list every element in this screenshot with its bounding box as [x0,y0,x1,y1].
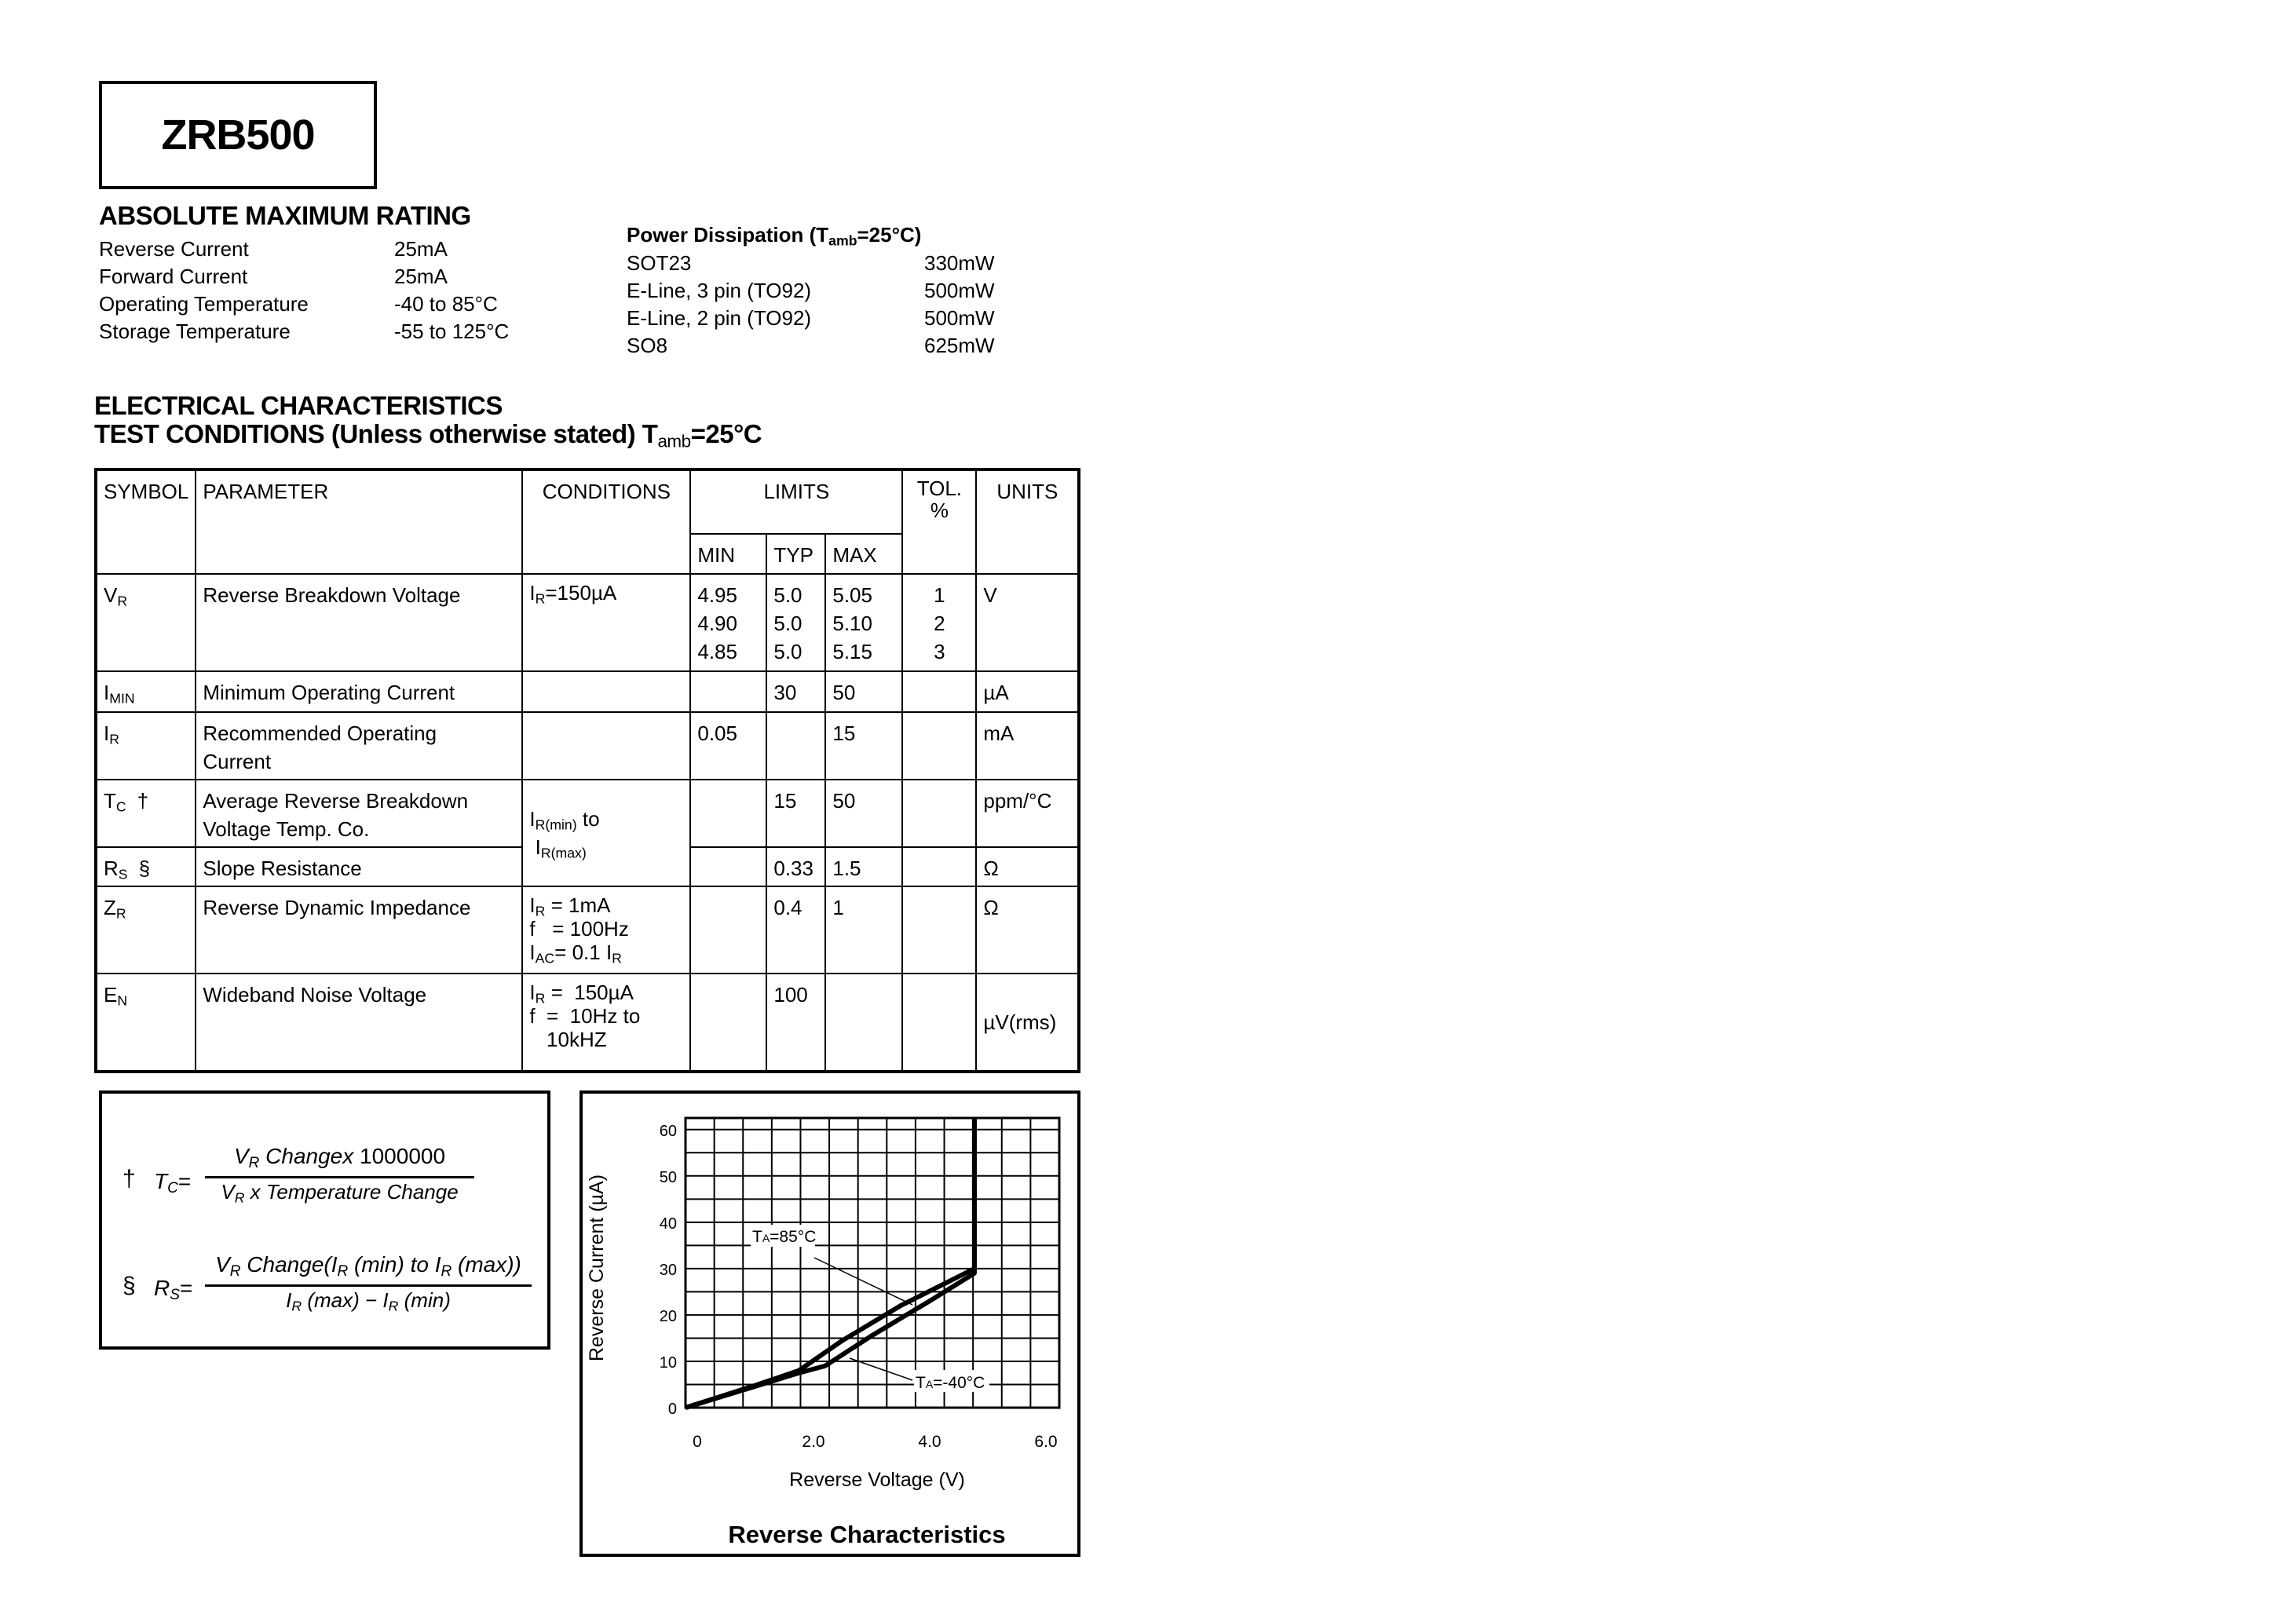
condition-text: f = 10Hz to [529,1004,641,1028]
condition-sub: R [535,990,546,1006]
symbol-sub: R [109,731,119,747]
unit-value: mA [983,721,1015,745]
chart-title: Reverse Characteristics [728,1521,1006,1548]
rating-label: Reverse Current [99,237,249,261]
tc-lhs-sub: C [167,1179,178,1196]
test-conditions-sub: amb [657,431,691,451]
condition-text: = 150µA [545,981,634,1004]
condition-text: I [529,835,541,859]
parameter-text: Wideband Noise Voltage [203,983,427,1006]
rs-den-text: (max) − I [302,1288,389,1312]
rs-lhs-sub: S [170,1286,180,1303]
condition-text: =150µA [545,581,617,605]
tc-den-text: x Temperature Change [244,1180,459,1204]
rs-equals: = [179,1276,193,1300]
max-value: 50 [832,789,856,813]
unit-value: µA [983,681,1009,704]
tol-value: 1 [934,583,945,607]
rs-num-text: Change(I [240,1252,338,1277]
rs-den-text2: (min) [398,1288,451,1312]
condition-text: I [529,981,536,1004]
symbol-sub: MIN [109,690,135,707]
typ-value: 5.0 [773,640,803,663]
y-axis-label: Reverse Current (µA) [586,1174,608,1362]
rs-num-sub3: R [441,1262,452,1280]
rs-lhs-symbol: R [154,1276,170,1300]
header-parameter: PARAMETER [196,469,522,574]
power-value: 625mW [924,334,995,357]
min-value: 4.90 [697,612,737,635]
min-value: 4.85 [697,640,737,663]
rs-num-v: V [215,1252,230,1277]
y-tick-label: 10 [659,1353,677,1372]
x-axis-label: Reverse Voltage (V) [789,1469,965,1491]
tol-value: 2 [934,612,945,635]
unit-value: Ω [983,857,999,880]
typ-value: 0.33 [773,857,813,880]
annotation-text: A [762,1232,770,1244]
max-value: 5.15 [832,640,872,663]
symbol-sub: R [115,905,126,922]
x-tick-label: 4.0 [918,1433,941,1451]
tc-num-v: V [233,1144,249,1168]
symbol-sub: N [117,992,128,1009]
annotation-text: T [916,1374,926,1392]
symbol-sub: R [117,593,128,609]
condition-text: f = 100Hz [529,917,629,941]
condition-text: = 1mA [545,893,611,917]
condition-text: 10kHZ [529,1028,607,1051]
rating-value: 25mA [394,265,448,288]
section-mark: § [122,1273,136,1299]
min-value: 0.05 [697,721,737,745]
symbol: Z [104,896,116,919]
max-value: 5.05 [832,583,872,607]
annotation-text: =85°C [770,1228,817,1246]
tc-den-sub: R [234,1189,245,1206]
header-conditions: CONDITIONS [522,469,690,574]
typ-value: 5.0 [773,612,803,635]
parameter-text: Slope Resistance [203,857,362,880]
power-label: E-Line, 3 pin (TO92) [627,279,812,302]
annotation-85c [752,1228,816,1246]
rs-num-sub: R [229,1262,241,1280]
condition-text: I [529,941,536,964]
x-tick-label: 6.0 [1034,1433,1058,1451]
tc-equals: = [177,1169,192,1193]
tc-num-text: Change [259,1144,343,1168]
parameter-text: Minimum Operating Current [203,681,455,704]
footnote-mark: † [137,789,149,813]
y-tick-label: 0 [667,1401,677,1418]
header-units: UNITS [976,469,1079,574]
condition-sub: R(max) [540,845,587,861]
rating-value: -55 to 125°C [394,320,510,343]
max-value: 50 [832,681,856,704]
symbol: V [104,583,118,607]
max-value: 1.5 [832,857,861,880]
x-tick-label: 0 [693,1433,702,1451]
parameter-text: Current [203,750,272,773]
unit-value: V [983,583,997,607]
symbol-sub: S [118,866,128,882]
unit-value: Ω [983,896,999,919]
power-label: E-Line, 2 pin (TO92) [627,306,812,330]
header-typ: TYP [766,534,825,574]
rs-num-text3: (max)) [452,1252,521,1277]
header-tol-unit: % [930,499,949,522]
symbol: E [104,983,118,1006]
rs-num-text2: (min) to I [348,1252,441,1277]
rating-value: 25mA [394,237,448,261]
rs-den-sub2: R [388,1298,399,1314]
max-value: 15 [832,721,856,745]
header-limits: LIMITS [690,469,902,534]
tc-num-x: x [342,1144,354,1168]
typ-value: 5.0 [773,583,803,607]
typ-value: 15 [773,789,797,813]
rating-label: Storage Temperature [99,320,291,343]
typ-value: 100 [773,983,808,1006]
y-tick-label: 50 [659,1168,677,1186]
parameter-text: Voltage Temp. Co. [203,817,370,841]
parameter-text: Reverse Dynamic Impedance [203,896,471,919]
power-label: SO8 [627,334,668,357]
power-title-text: Power Dissipation (T [627,223,829,247]
parameter-text: Recommended Operating [203,721,437,745]
y-tick-label: 30 [659,1261,677,1279]
condition-text: I [529,807,536,831]
max-value: 5.10 [832,612,872,635]
symbol: I [104,681,110,704]
plot-frame [686,1118,1059,1408]
power-title-sub: amb [828,232,857,249]
annotation-text: A [925,1378,934,1390]
condition-text: = 0.1 I [554,941,612,964]
max-value: 1 [832,896,844,919]
header-max: MAX [825,534,902,574]
condition-sub: R(min) [535,816,577,833]
condition-sub: AC [535,950,555,966]
tol-value: 3 [934,640,945,663]
electrical-title: ELECTRICAL CHARACTERISTICS [94,391,503,420]
power-label: SOT23 [627,251,692,275]
rs-num-sub2: R [337,1262,349,1280]
annotation-text: =-40°C [933,1374,985,1392]
annotation-text: T [752,1228,762,1246]
part-number: ZRB500 [161,111,315,159]
y-tick-label: 60 [659,1122,677,1140]
parameter-text: Reverse Breakdown Voltage [203,583,461,607]
condition-text: I [529,581,536,605]
condition-sub: R [612,950,622,966]
x-tick-label: 2.0 [802,1433,825,1451]
rating-label: Operating Temperature [99,292,309,316]
header-min: MIN [690,534,766,574]
condition-sub: R [535,903,546,919]
header-symbol: SYMBOL [96,469,196,574]
condition-text: I [529,893,536,917]
tc-den-v: V [221,1180,235,1204]
condition-text: to [576,807,600,831]
rs-den-i: I [286,1288,292,1312]
symbol: T [104,789,116,813]
parameter-text: Average Reverse Breakdown [203,789,469,813]
unit-value: µV(rms) [983,1010,1057,1034]
dagger-mark: † [122,1166,136,1192]
footnote-mark: § [138,857,151,880]
y-tick-label: 40 [659,1215,677,1233]
power-value: 500mW [924,279,995,302]
rs-den-sub: R [291,1298,302,1314]
header-tol-label: TOL. [916,477,963,500]
power-title-text-end: =25°C) [857,223,922,247]
rating-label: Forward Current [99,265,248,288]
typ-value: 0.4 [773,896,803,919]
test-conditions-text: TEST CONDITIONS (Unless otherwise stated) T [94,419,658,448]
min-value: 4.95 [697,583,737,607]
tc-num-sub: R [248,1154,260,1171]
test-conditions-text-end: =25°C [690,419,762,448]
power-value: 500mW [924,306,995,330]
rating-value: -40 to 85°C [394,292,498,316]
tc-num-value: 1000000 [353,1144,446,1168]
symbol-sub: C [115,798,126,815]
condition-sub: R [535,590,546,607]
symbol: R [104,857,119,880]
symbol: I [104,721,110,745]
unit-value: ppm/°C [983,789,1052,813]
y-tick-label: 20 [659,1307,677,1325]
typ-value: 30 [773,681,797,704]
tc-lhs-symbol: T [154,1169,168,1193]
absolute-max-title: ABSOLUTE MAXIMUM RATING [99,201,471,230]
power-value: 330mW [924,251,995,275]
